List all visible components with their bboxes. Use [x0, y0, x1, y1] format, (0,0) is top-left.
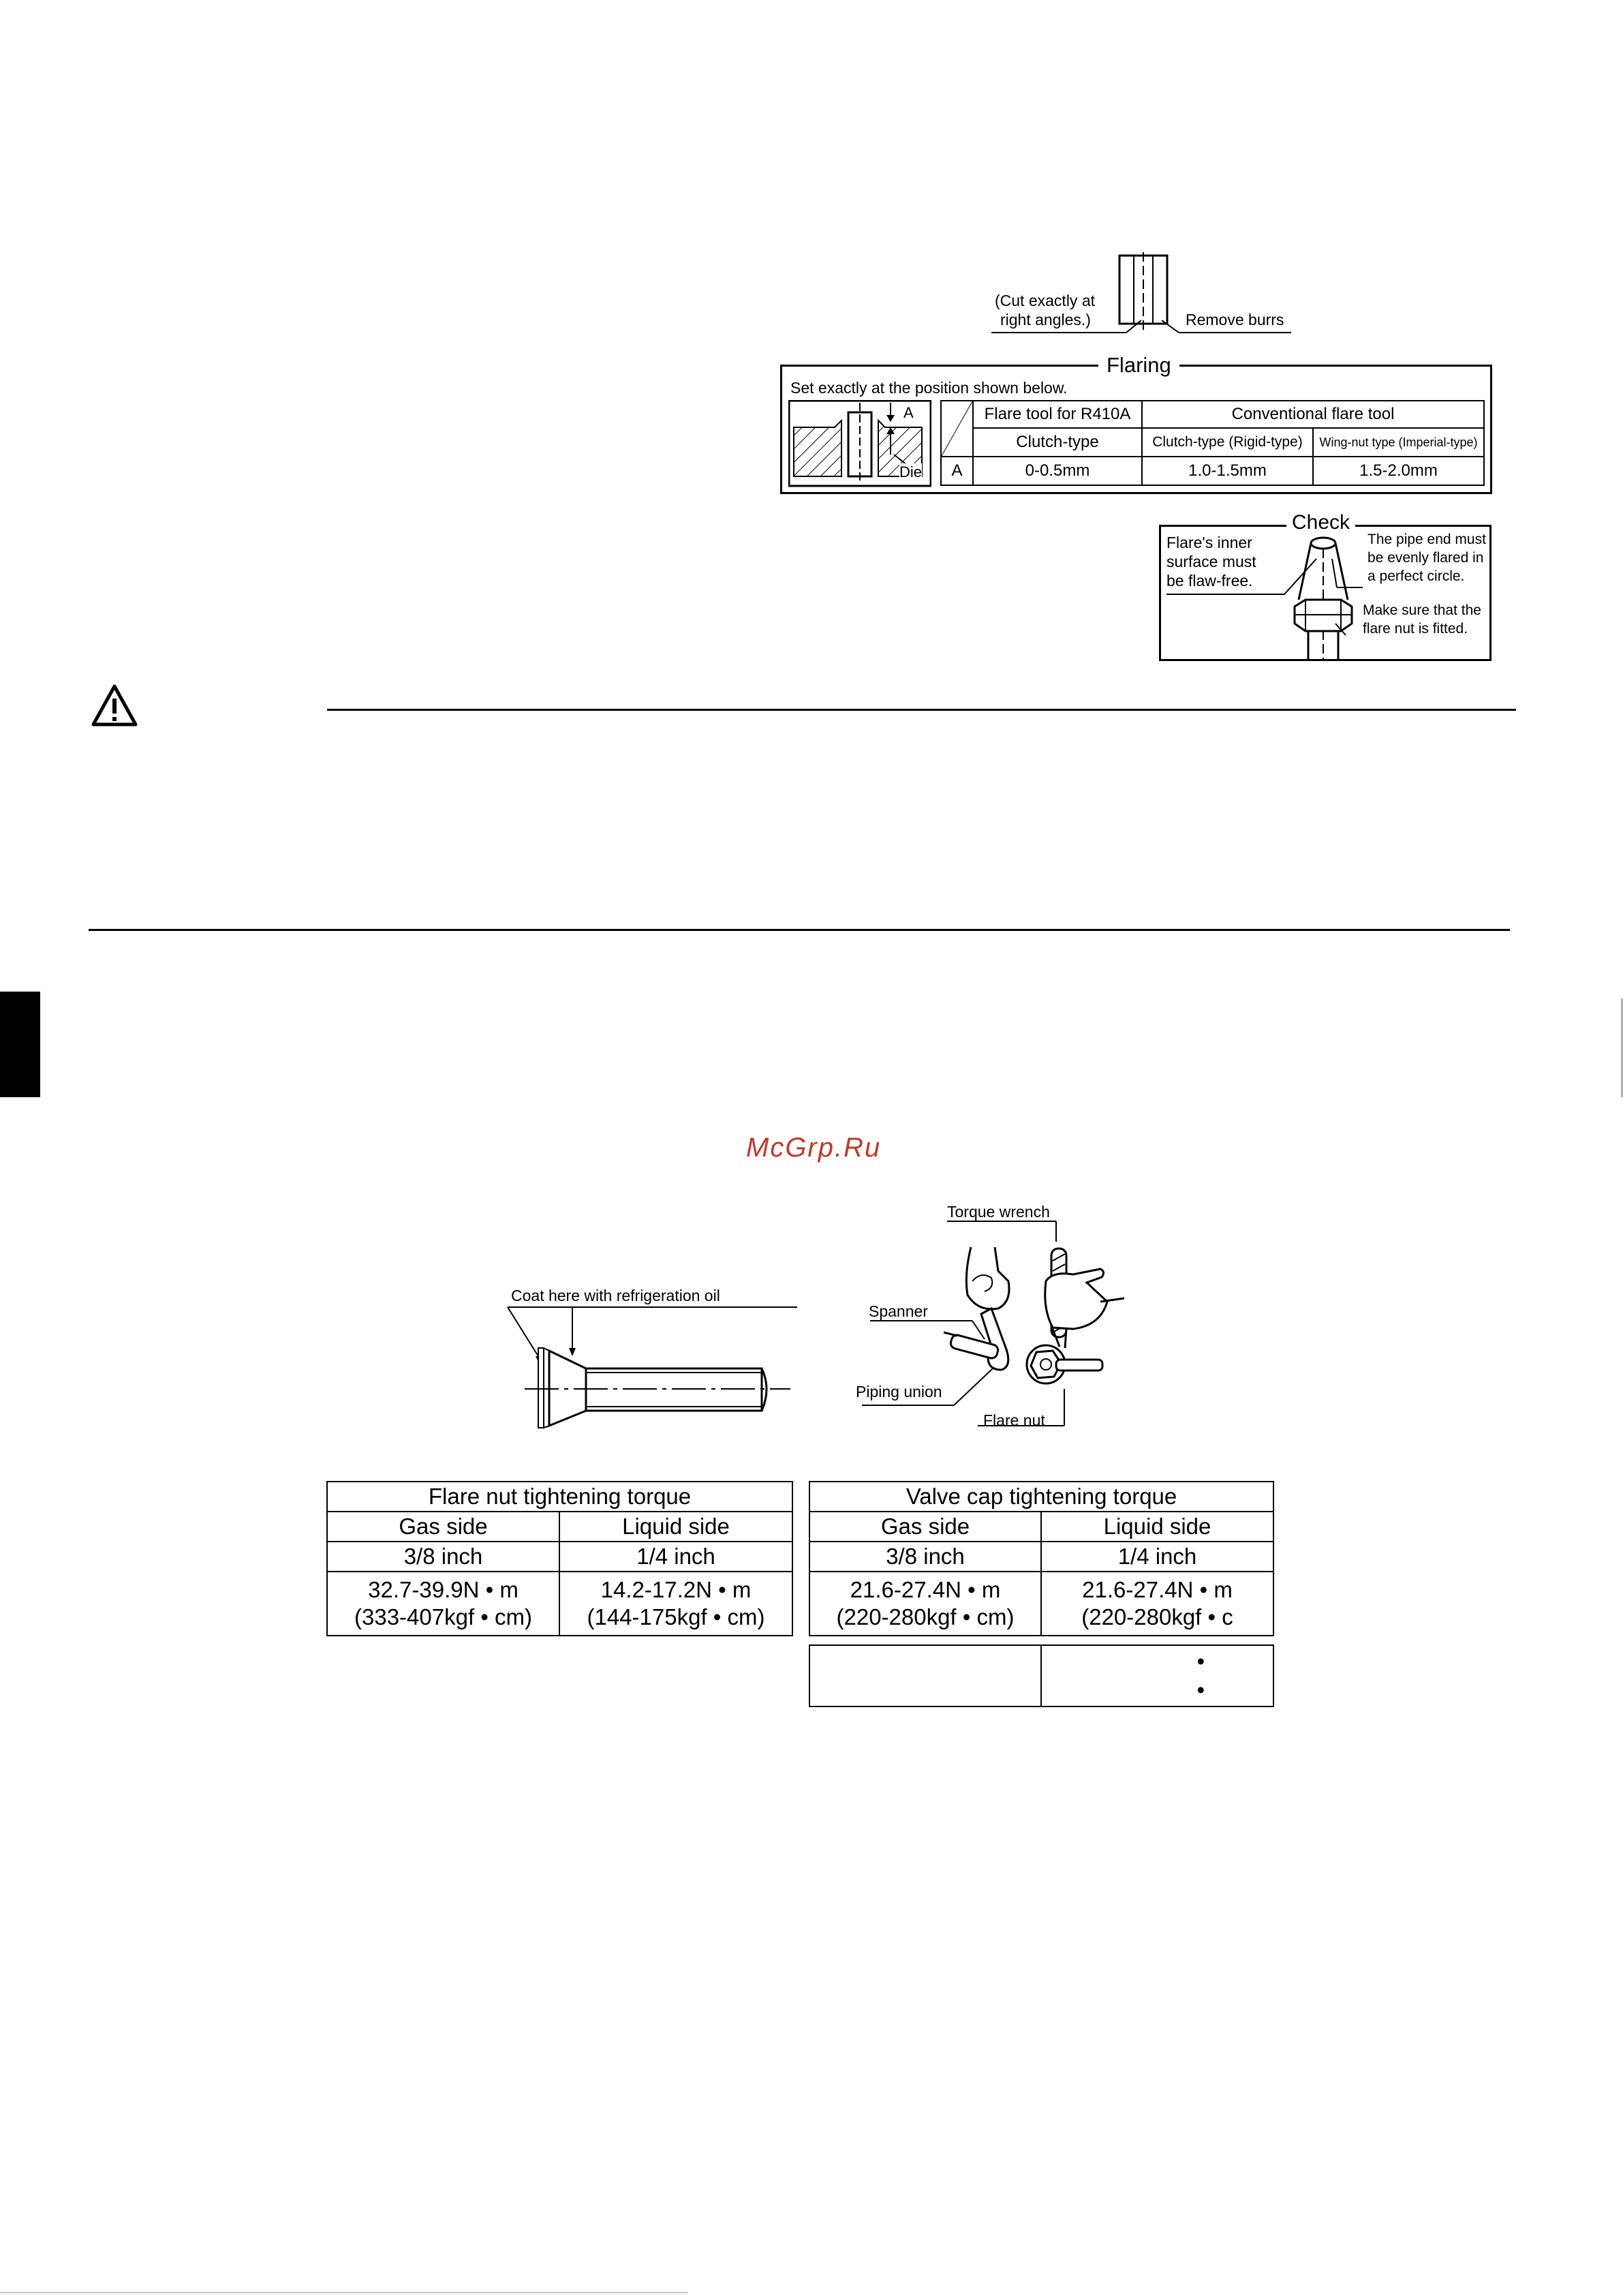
flare-gas-nm: 32.7-39.9N • m — [368, 1577, 519, 1602]
flare-liquid-size: 1/4 inch — [559, 1542, 792, 1572]
valve-gas-nm: 21.6-27.4N • m — [850, 1577, 1001, 1602]
subheader-wingnut: Wing-nut type (Imperial-type) — [1313, 428, 1484, 457]
flare-liquid-kgf: (144-175kgf • cm) — [587, 1604, 765, 1629]
die-label-die: Die — [899, 463, 923, 480]
flare-pipe-diagram — [504, 1302, 797, 1438]
flare-gas-kgf: (333-407kgf • cm) — [354, 1604, 532, 1629]
valve-liquid-header: Liquid side — [1041, 1512, 1273, 1542]
check-pipe-line3: a perfect circle. — [1367, 568, 1465, 584]
flaring-title: Flaring — [1098, 353, 1179, 378]
warning-icon — [91, 684, 138, 727]
check-nut-line2: flare nut is fitted. — [1363, 621, 1468, 637]
valve-liquid-kgf: (220-280kgf • c — [1081, 1604, 1233, 1629]
flare-liquid-value — [559, 1572, 792, 1636]
service-port-table — [809, 1644, 1274, 1707]
die-label-a: A — [903, 404, 914, 421]
torque-wrench-label: Torque wrench — [947, 1203, 1050, 1221]
value-rigid: 1.0-1.5mm — [1142, 457, 1313, 485]
piping-union-label: Piping union — [856, 1383, 942, 1400]
check-nut-line1: Make sure that the — [1363, 602, 1481, 618]
bullet-1: • — [1196, 1649, 1205, 1674]
bottom-scan-line — [0, 2292, 688, 2293]
service-port-right-cell — [1041, 1645, 1273, 1706]
flaring-instruction: Set exactly at the position shown below. — [790, 379, 1068, 397]
check-inner-line2: surface must — [1166, 553, 1256, 570]
check-inner-line1: Flare's inner — [1166, 534, 1252, 551]
header-r410a: Flare tool for R410A — [973, 401, 1142, 428]
cut-label-line2: right angles.) — [1000, 311, 1091, 328]
spanner-label: Spanner — [869, 1302, 928, 1320]
subheader-rigid: Clutch-type (Rigid-type) — [1142, 428, 1313, 457]
subheader-clutch: Clutch-type — [973, 428, 1142, 457]
coat-label: Coat here with refrigeration oil — [511, 1287, 720, 1304]
flare-tool-table — [940, 400, 1485, 486]
value-r410a: 0-0.5mm — [973, 457, 1142, 485]
flare-nut-torque-table — [326, 1481, 793, 1636]
valve-liquid-size: 1/4 inch — [1041, 1542, 1273, 1572]
row-label-a: A — [941, 457, 973, 485]
check-inner-line3: be flaw-free. — [1166, 572, 1253, 590]
valve-gas-kgf: (220-280kgf • cm) — [836, 1604, 1015, 1629]
valve-cap-torque-table — [809, 1481, 1274, 1636]
remove-burrs-label: Remove burrs — [1186, 311, 1284, 328]
section-rule — [89, 929, 1510, 931]
wrench-diagram — [848, 1206, 1134, 1438]
check-title: Check — [1286, 511, 1355, 534]
valve-liquid-value — [1041, 1572, 1273, 1636]
header-conventional: Conventional flare tool — [1142, 401, 1484, 428]
side-tab — [0, 992, 40, 1097]
valve-gas-header: Gas side — [809, 1512, 1041, 1542]
caution-rule — [327, 709, 1516, 711]
value-wingnut: 1.5-2.0mm — [1313, 457, 1484, 485]
flare-liquid-header: Liquid side — [559, 1512, 792, 1542]
flare-liquid-nm: 14.2-17.2N • m — [600, 1577, 752, 1602]
valve-torque-title: Valve cap tightening torque — [809, 1482, 1273, 1512]
valve-liquid-nm: 21.6-27.4N • m — [1082, 1577, 1233, 1602]
watermark: McGrp.Ru — [746, 1133, 882, 1163]
check-pipe-line1: The pipe end must — [1367, 532, 1486, 547]
flare-gas-size: 3/8 inch — [327, 1542, 559, 1572]
flare-gas-header: Gas side — [327, 1512, 559, 1542]
bullet-2: • — [1196, 1677, 1205, 1702]
valve-gas-size: 3/8 inch — [809, 1542, 1041, 1572]
valve-gas-value — [809, 1572, 1041, 1636]
table-diagonal-cell — [941, 401, 973, 457]
check-pipe-line2: be evenly flared in — [1367, 550, 1484, 566]
flare-nut-label: Flare nut — [983, 1411, 1045, 1429]
flare-torque-title: Flare nut tightening torque — [327, 1482, 792, 1512]
cut-label-line1: (Cut exactly at — [995, 292, 1095, 309]
flare-gas-value — [327, 1572, 559, 1636]
service-port-left-cell — [809, 1645, 1041, 1706]
